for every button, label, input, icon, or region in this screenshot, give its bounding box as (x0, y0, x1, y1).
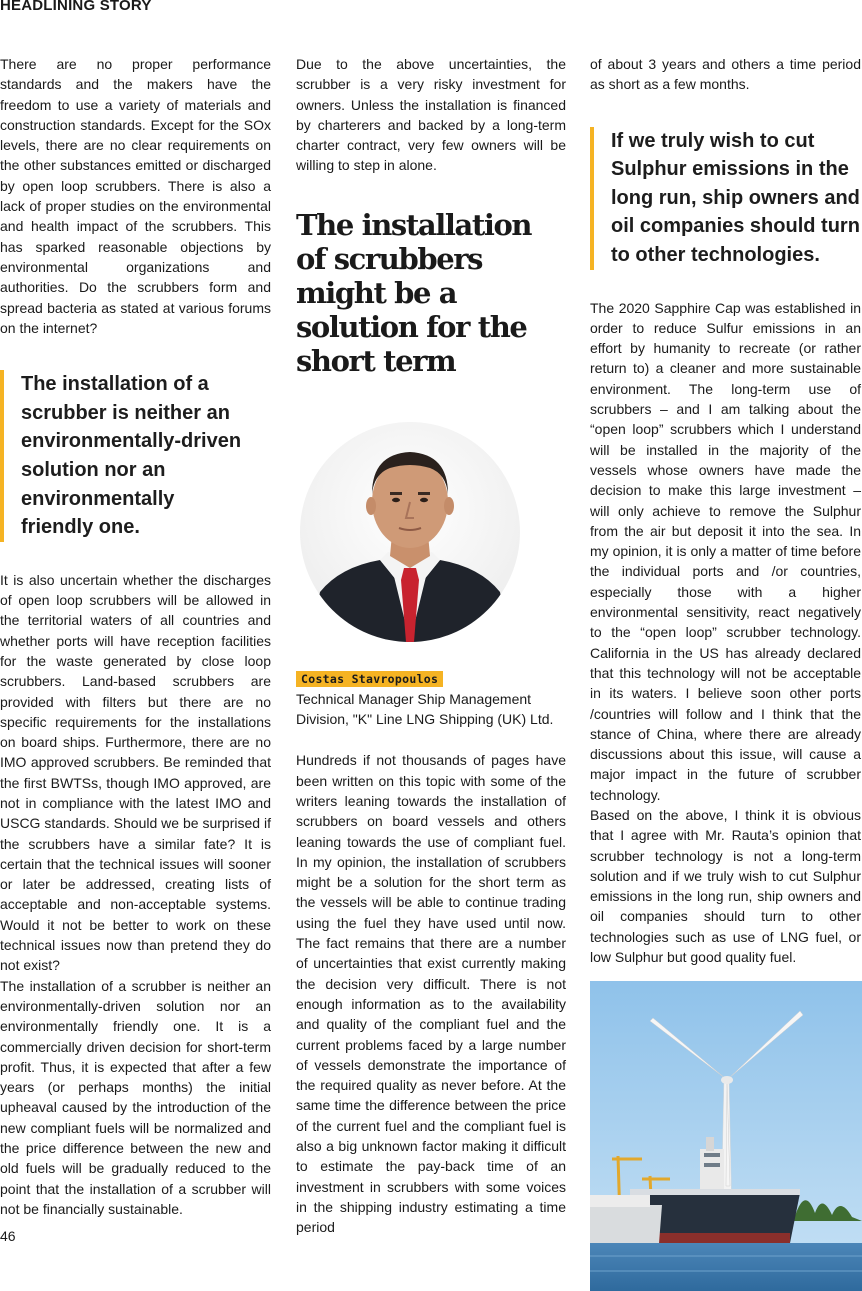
body-paragraph: Based on the above, I think it is obvious that I agree with Mr. Rauta’s opinion that scrubber technology is not a long-term solution and if we truly wish to cut Sulphur emissions in the long run, ship owners and oil companies should turn to other technologies such as use of LNG fuel, or low Sulphur but good quality fuel. (590, 806, 861, 966)
body-paragraph: There are no proper performance standards and the makers have the freedom to use a variety of materials and construction standards. Except for the SOx levels, there are no clear requirements on the other substances emitted or discharged by open loop scrubbers. There is also a lack of proper studies on the environmental and health impact of the scrubbers. This has sparked reasonable objections by environmental organizations and authorities. Do the scrubbers form and spread bacteria as stated at various forums on the internet? (0, 56, 271, 336)
page-number: 46 (0, 1228, 16, 1244)
body-paragraph: It is also uncertain whether the discharges of open loop scrubbers will be allowed in the territorial waters of all countries and whether ports will have reception facilities for the waste generated by close loop scrubbers. Land-based scrubbers are provided with filters but there are no specific requirements for the installations on board ships. Furthermore, there are no IMO approved scrubbers. Be reminded that the first BWTSs, though IMO approved, are not in compliance with the latest IMO and USCG standards. Should we be surprised if the scrubbers have a similar fate? It is certain that the technical issues will sooner or later be addressed, creating lists of acceptable and non-acceptable systems. Would it not be better to work on these technical issues now than pretend they do not exist? (0, 571, 271, 974)
photo-illustration (590, 981, 862, 1291)
body-paragraph: The installation of a scrubber is neither an environmentally-driven solution nor an environmentally friendly one. It is a commercially driven decision for short-term profit. Thus, it is expected that after a few years (or perhaps months) the initial upheaval caused by the introduction of the new compliant fuels will be normalized and the price difference between the new and old fuels will be gradually reduced to the point that the installation of a scrubber will not be financially sustainable. (0, 977, 271, 1217)
column-middle (296, 54, 566, 1238)
author-role: Technical Manager Ship Management Division, "K" Line LNG Shipping (UK) Ltd. (296, 690, 554, 728)
column-left (0, 54, 271, 1219)
section-label: HEADLINING STORY (0, 0, 152, 14)
body-paragraph: of about 3 years and others a time period as short as a few months. (590, 56, 861, 93)
pull-quote: The installation of a scrubber is neither an environmentally-driven solution nor an environmentally friendly one. (0, 370, 251, 542)
body-paragraph: Due to the above uncertainties, the scrubber is a very risky investment for owners. Unless the installation is financed by charterers and backed by a long-term charter contract, very few owners will be willing to step in alone. (296, 56, 566, 174)
article-headline: The installation of scrubbers might be a solution for the short term (296, 207, 532, 378)
column-right (590, 54, 861, 967)
body-paragraph: Hundreds if not thousands of pages have been written on this topic with some of the writers leaning towards the installation of scrubbers on board vessels and others leaning towards the use of compliant fuel. In my opinion, the installation of scrubbers might be a solution for the short term as the vessels will be able to continue trading using the fuel they have used until now. The fact remains that there are a number of uncertainties that exist currently making the decision very difficult. There is not enough information as to the availability and quality of the compliant fuel and the current problems faced by a large number of vessels demonstrate the importance of the required quality as never before. At the same time the difference between the price of the current fuel and the compliant fuel is also a big unknown factor making it difficult to estimate the pay-back time of an investment in scrubbers with some voices in the shipping industry estimating a time period (296, 752, 566, 1236)
portrait-illustration (300, 422, 520, 642)
author-name: Costas Stavropoulos (296, 671, 443, 687)
wind-turbine-ship-photo (590, 981, 862, 1291)
spacer (296, 729, 566, 750)
author-portrait (300, 422, 520, 642)
body-paragraph: The 2020 Sapphire Cap was established in order to reduce Sulfur emissions in an effort by humanity to recreate (or rather return to) a cleaner and more sustainable environment. The long-term use of scrubbers – and I am talking about the “open loop” scrubbers which I understand will be installed in the majority of the vessels whose owners have made the decision to make this large investment – will only achieve to remove the Sulphur from the air but deposit it into the sea. In my opinion, it is only a matter of time before the individual ports and /or countries, especially those with a higher environmental sensitivity, react negatively to the “open loop” scrubber technology. California in the US has already declared that this technology will not be acceptable in its waters. I believe soon other ports /countries will follow and I think that the stance of China, where there are already discussions about this issue, will cause a major impact in the future of scrubber technology. (590, 299, 861, 803)
pull-quote: If we truly wish to cut Sulphur emissions in the long run, ship owners and oil companies should turn to other technologies. (590, 127, 861, 270)
